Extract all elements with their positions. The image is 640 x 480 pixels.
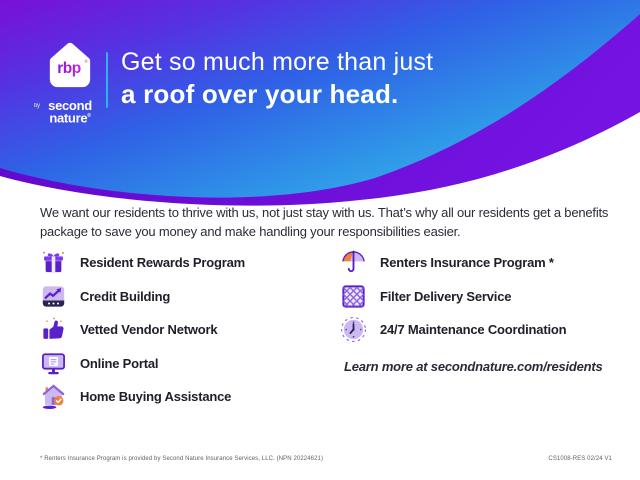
umbrella-icon [340,249,367,276]
benefit-item-maintenance [340,316,630,343]
benefit-label: 24/7 Maintenance Coordination [380,322,567,337]
logo-byline [32,98,108,126]
footer-document-code: CS1008-RES 02/24 V1 [548,456,612,462]
benefit-item-vetted-vendor [40,316,320,343]
header-divider [106,52,108,108]
credit-building-icon [40,283,67,310]
benefit-item-renters-insurance [340,249,630,276]
benefit-label: Renters Insurance Program * [380,255,554,270]
intro-paragraph: We want our residents to thrive with us, not just stay with us. That’s why all our residents get a benefits package to save you money and make handling your responsibilities easier. [40,205,609,239]
monitor-icon [40,350,67,377]
benefit-item-home-buying [40,383,320,410]
benefit-item-resident-rewards [40,249,320,276]
benefit-label: Credit Building [80,288,171,304]
rbp-logo [32,36,108,126]
byline-nature: nature [49,110,88,126]
benefit-item-credit-building [40,283,320,310]
headline-line-1: Get so much more than just [121,48,434,76]
headline [121,46,433,111]
benefit-label: Online Portal [80,355,159,371]
logo-text: rbp [57,60,81,78]
rbp-house-icon [39,36,101,98]
byline-registered-mark: ® [87,113,91,119]
byline-second: second [48,98,92,113]
benefits-column-right [340,249,630,374]
footer-disclaimer: * Renters Insurance Program is provided by Second Nature Insurance Services, LLC. (NPN 20224621) [40,456,324,462]
byline-by: by [34,103,40,109]
headline-line-2: a roof over your head. [121,79,399,109]
benefit-label: Home Buying Assistance [80,389,232,404]
gift-icon [40,249,67,276]
logo-registered-mark: ® [84,58,88,64]
thumbs-up-icon [40,316,67,343]
learn-more-link[interactable]: Learn more at secondnature.com/residents [344,359,603,374]
air-filter-icon [340,283,367,310]
benefit-label: Vetted Vendor Network [80,322,218,337]
house-check-icon [40,383,67,410]
benefit-item-online-portal [40,350,320,377]
benefit-label: Resident Rewards Program [80,255,245,270]
benefit-label: Filter Delivery Service [380,288,512,304]
benefit-item-filter-delivery [340,283,630,310]
benefits-column-left [40,249,320,417]
clock-icon [340,316,367,343]
